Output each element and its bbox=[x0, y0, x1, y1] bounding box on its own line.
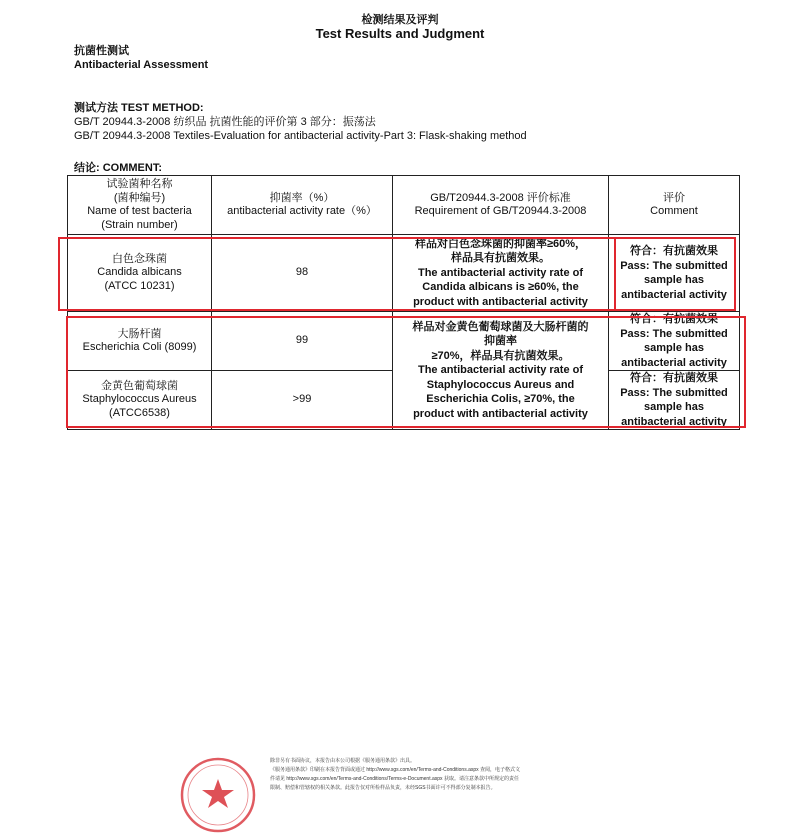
cell-rate: 99 bbox=[212, 312, 393, 371]
cell-comment: 符合：有抗菌效果 Pass: The submitted sample has antibacterial activity bbox=[609, 312, 740, 371]
results-table bbox=[67, 175, 740, 430]
header-requirement: GB/T20944.3-2008 评价标准 Requirement of GB/T20944.3-2008 bbox=[393, 176, 609, 235]
method-line-en: GB/T 20944.3-2008 Textiles-Evaluation for antibacterial activity-Part 3: Flask-shaking method bbox=[74, 130, 527, 142]
assessment-title-en: Antibacterial Assessment bbox=[74, 59, 209, 71]
comment-label: 结论: COMMENT: bbox=[74, 162, 162, 174]
table-row-candida bbox=[68, 235, 740, 312]
cell-comment: 符合：有抗菌效果 Pass: The submitted sample has antibacterial activity bbox=[609, 371, 740, 430]
header-bacteria: 试验菌种名称 (菌种编号) Name of test bacteria (Strain number) bbox=[68, 176, 212, 235]
title-chinese: 检测结果及评判 bbox=[361, 14, 439, 26]
method-line-cn: GB/T 20944.3-2008 纺织品 抗菌性能的评价第 3 部分：振荡法 bbox=[74, 116, 376, 128]
footer bbox=[0, 745, 800, 800]
cell-rate: 98 bbox=[212, 235, 393, 312]
title-english: Test Results and Judgment bbox=[315, 26, 485, 41]
method-label: 测试方法 TEST METHOD: bbox=[74, 102, 204, 114]
header-comment: 评价 Comment bbox=[609, 176, 740, 235]
table-header-row bbox=[68, 176, 740, 235]
cell-rate: >99 bbox=[212, 371, 393, 430]
cell-bacteria: 白色念珠菌 Candida albicans (ATCC 10231) bbox=[68, 235, 212, 312]
cell-bacteria: 金黄色葡萄球菌 Staphylococcus Aureus (ATCC6538) bbox=[68, 371, 212, 430]
company-seal-icon bbox=[178, 755, 258, 835]
cell-requirement: 样品对白色念珠菌的抑菌率≥60%， 样品具有抗菌效果。 The antibacterial activity rate of Candida albicans is ≥60%, the product with antibacterial activity bbox=[393, 235, 609, 312]
cell-shared-requirement: 样品对金黄色葡萄球菌及大肠杆菌的 抑菌率 ≥70%，样品具有抗菌效果。 The antibacterial activity rate of Staphylococcus Aureus and Escherichia Colis, ≥70%, the product with antibacterial activity bbox=[393, 312, 609, 430]
cell-bacteria: 大肠杆菌 Escherichia Coli (8099) bbox=[68, 312, 212, 371]
method-block bbox=[74, 101, 527, 143]
footer-terms-text: 除非另有书面协议，本报告由本公司根据《服务通用条款》出具。 《服务通用条款》印刷在本报告背面或通过 http://www.sgs.com/en/Terms-and-Conditions.aspx 查阅，电子格式文 件请见 http://www.sgs.com/en/Terms-and-Conditions/Terms-e-Document.aspx 获取。请注意条款中所规定的责任 限制、赔偿和管辖权的相关条款。此报告仅对所检样品负责，未经SGS书面许可不得部分复制本报告。 bbox=[270, 758, 521, 791]
assessment-block bbox=[74, 44, 208, 72]
header-rate: 抑菌率（%） antibacterial activity rate（%） bbox=[212, 176, 393, 235]
table-row-ecoli bbox=[68, 312, 740, 371]
cell-comment: 符合：有抗菌效果 Pass: The submitted sample has antibacterial activity bbox=[609, 235, 740, 312]
assessment-title-cn: 抗菌性测试 bbox=[74, 45, 129, 57]
